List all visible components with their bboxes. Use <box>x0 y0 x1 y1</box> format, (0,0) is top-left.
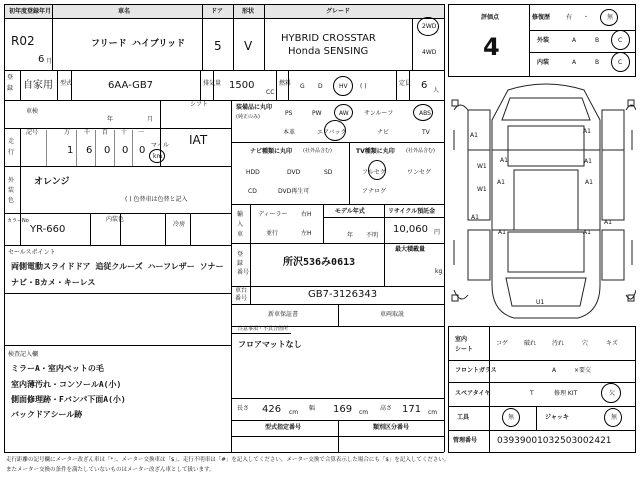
import-parallel: 並行 <box>266 230 279 237</box>
navi-title: ナビ種類に丸印 <box>250 148 293 155</box>
inspector-line-3: 側面修理跡・Fバンパ下面A(小) <box>11 395 126 404</box>
tv-fullseg: フルセグ <box>362 169 386 176</box>
mileage-digit-3: 0 <box>104 145 111 156</box>
width-unit: cm <box>359 409 369 416</box>
chassis-label-2: 番号 <box>235 295 248 302</box>
diag-label-7: W1 <box>477 163 487 170</box>
glass-a: A <box>552 367 557 374</box>
mileage-sen: 千 <box>84 129 91 136</box>
fuel-hv: HV <box>339 83 348 90</box>
recycle-label: リサイクル預託金 <box>388 208 436 215</box>
sales-point-line2: ナビ・Bカメ・キーレス <box>11 278 96 287</box>
import-right-h: 右H <box>301 211 312 218</box>
spare-t: T <box>530 390 534 397</box>
model-year-label: モデル年式 <box>335 208 365 215</box>
inspector-line-1: ミラーA・室内ペットの毛 <box>11 364 104 373</box>
repair-label: 修復歴 <box>532 14 551 21</box>
displacement-label: 排気量 <box>203 80 222 87</box>
fuel-g: G <box>300 83 305 90</box>
shift-label: シフト <box>190 101 209 108</box>
seat-label-1: 室内 <box>455 336 468 343</box>
capacity-unit: 人 <box>433 87 440 94</box>
shift-value: IAT <box>189 133 208 147</box>
interior-grade-label: 内装 <box>537 59 550 66</box>
car-name: フリード ハイブリッド <box>91 39 186 49</box>
equip-navi: ナビ <box>377 129 390 136</box>
navi-dvd-play: DVD再生可 <box>278 188 310 195</box>
exterior-label-1: 外 <box>8 177 15 184</box>
circle-airbag <box>324 120 346 141</box>
grade-line2: Honda SENSING <box>288 46 369 57</box>
manage-value: 03939001032503002421 <box>497 436 612 446</box>
capacity-label: 定員 <box>399 80 412 87</box>
diag-label-8: W1 <box>477 186 487 193</box>
registration-value: 所沢536み0613 <box>283 257 356 268</box>
class-label: 類別区分番号 <box>373 424 410 431</box>
mileage-digit-5: 0 <box>139 145 146 156</box>
equip-leather: 本革 <box>283 129 296 136</box>
tools-none: 無 <box>508 414 515 421</box>
glass-label: フロントガラス <box>455 367 497 374</box>
displacement-value: 1500 <box>229 80 255 91</box>
car-diagram <box>450 80 636 325</box>
max-load-unit: kg <box>435 268 443 275</box>
glass-x: ×要交 <box>574 367 592 374</box>
interior-color-label: 内装色 <box>106 216 125 223</box>
model-value: 6AA-GB7 <box>108 80 154 91</box>
navi-sd: SD <box>324 169 333 176</box>
mileage-hyaku: 百 <box>102 129 109 136</box>
inspector-line-4: バックドアシール跡 <box>11 410 83 419</box>
score-value: 4 <box>483 33 500 61</box>
ac-label: 冷房 <box>173 221 186 228</box>
mileage-label-2: 行 <box>8 149 15 156</box>
diag-label-3: A1 <box>583 128 591 135</box>
mileage-label-1: 走 <box>8 138 15 145</box>
vehicle-manual: 車両取説 <box>380 311 405 318</box>
designation-label: 型式指定番号 <box>265 424 302 431</box>
exterior-color: オレンジ <box>34 177 70 187</box>
diag-label-6: A1 <box>585 179 593 186</box>
equip-ps: PS <box>285 110 293 117</box>
circle-int-c <box>611 52 630 72</box>
int-b: B <box>595 59 600 66</box>
max-load-label: 最大積載量 <box>395 246 426 253</box>
circle-aw <box>334 104 353 121</box>
spare-none: 欠 <box>609 390 616 397</box>
length-value: 426 <box>262 404 282 415</box>
circle-hv <box>333 76 353 96</box>
int-c: C <box>618 59 623 66</box>
width-label: 幅 <box>309 405 316 412</box>
exterior-label-2: 装 <box>8 187 15 194</box>
year-value: R02 <box>11 34 35 48</box>
equip-abs: ABS <box>419 110 431 117</box>
footer-line2: またメーター交換の条件を満たしていないものはメーター改ざん車として扱います。 <box>6 467 215 473</box>
tv-oneseg: ワンセグ <box>407 169 432 176</box>
name-label: 車名 <box>118 8 131 15</box>
equipment-label: 装備品に丸印 <box>236 104 273 111</box>
shape-label: 形状 <box>242 8 255 15</box>
seat-ana: 穴 <box>582 340 589 347</box>
import-label-1: 輸 <box>237 211 244 218</box>
sales-point-label: セールスポイント <box>8 249 56 256</box>
fuel-paren: ( ) <box>360 83 367 90</box>
row-mark-1: 登 <box>7 74 14 81</box>
model-year-unknown: 不明 <box>366 232 379 239</box>
new-car-warranty: 新車保証書 <box>268 311 299 318</box>
seat-yogore: 汚れ <box>552 340 565 347</box>
diag-label-5: A1 <box>497 179 505 186</box>
seat-kizu: キズ <box>606 340 618 347</box>
shape-value: V <box>244 39 253 53</box>
diag-label-13: U1 <box>536 299 545 306</box>
length-label: 長さ <box>237 405 250 412</box>
color-code-label: カラーNo <box>7 218 29 224</box>
circle-ext-c <box>611 30 630 50</box>
seat-koge: コゲ <box>496 340 509 347</box>
inspection-year: 年 <box>107 116 114 123</box>
circle-jack-none <box>604 408 622 427</box>
int-a: A <box>572 59 577 66</box>
inspection-label: 車検 <box>26 108 39 115</box>
model-year-unit: 年 <box>347 232 354 239</box>
registration-label-3: 番号 <box>237 269 250 276</box>
footer-line1: 走行距離の記号欄にメーター改ざん車は「*」、メーター交換車は「$」、走行不明車は「#」を記入してください。メーター交換で合算表示した場合にも「$」を記入してください。 <box>6 457 450 463</box>
manage-label: 管理番号 <box>453 437 478 444</box>
row-mark-2: 録 <box>7 85 14 92</box>
registration-label-2: 録 <box>237 260 244 267</box>
door-label: ドア <box>211 8 223 15</box>
height-value: 171 <box>402 404 422 415</box>
spare-kit: 修理 KIT <box>554 390 578 397</box>
import-dealer: ディーラー <box>258 211 288 218</box>
equipment-note: (純正のみ) <box>236 114 260 120</box>
drive-2wd: 2WD <box>422 23 437 30</box>
mileage-digit-4: 0 <box>122 145 129 156</box>
length-unit: cm <box>289 409 299 416</box>
ext-a: A <box>572 37 577 44</box>
drive-4wd: 4WD <box>422 49 437 56</box>
mileage-ichi: 一 <box>138 129 145 136</box>
diag-label-1: A1 <box>470 132 478 139</box>
circle-2wd <box>417 17 439 36</box>
equip-aw: AW <box>339 110 349 117</box>
repair-no: 無 <box>607 14 614 21</box>
repair-dot: ・ <box>583 14 590 21</box>
mileage-ju: 十 <box>121 129 128 136</box>
circle-repair-no <box>600 9 618 26</box>
private-label: 自家用 <box>23 80 53 91</box>
width-value: 169 <box>333 404 353 415</box>
height-unit: cm <box>428 409 438 416</box>
circle-km <box>149 149 165 163</box>
exterior-note: ( ) 色替車は色替と記入 <box>125 196 188 203</box>
diag-label-2: A1 <box>500 157 508 164</box>
inspector-line-2: 室内薄汚れ・コンソールA(小) <box>11 380 122 389</box>
month-unit: 月 <box>46 58 53 65</box>
recycle-value: 10,060 <box>393 224 428 235</box>
diag-label-11: A1 <box>583 229 591 236</box>
diag-label-12: A1 <box>604 219 612 226</box>
mileage-mile: マイル <box>151 142 169 149</box>
equip-tv: TV <box>422 129 430 136</box>
circle-fullseg <box>368 160 386 180</box>
grade-line1: HYBRID CROSSTAR <box>281 33 376 44</box>
ext-b: B <box>595 37 600 44</box>
seat-label-2: シート <box>455 346 474 353</box>
jack-none: 無 <box>611 414 618 421</box>
ext-c: C <box>618 37 623 44</box>
spare-label: スペアタイヤ <box>455 390 491 397</box>
exterior-label-3: 色 <box>8 197 15 204</box>
diag-label-9: A1 <box>471 214 479 221</box>
mileage-digit-1: 1 <box>67 145 74 156</box>
inspector-label: 検査記入欄 <box>8 351 39 358</box>
navi-note: (社外品含む) <box>303 148 332 154</box>
color-code-value: YR-660 <box>30 224 66 235</box>
tv-title: TV種類に丸印 <box>356 148 395 155</box>
navi-hdd: HDD <box>246 169 260 176</box>
mileage-kisu: 記号 <box>26 129 39 136</box>
tv-analog: アナログ <box>362 188 387 195</box>
equip-pw: PW <box>312 110 322 117</box>
chassis-label-1: 車台 <box>235 287 248 294</box>
navi-cd: CD <box>248 188 257 195</box>
tools-label: 工具 <box>457 414 470 421</box>
year-label: 初年度登録年月 <box>9 8 52 15</box>
exterior-grade-label: 外装 <box>537 37 550 44</box>
mileage-man: 万 <box>64 129 71 136</box>
tv-note: (社外品含む) <box>406 148 435 154</box>
mileage-digit-2: 6 <box>86 145 93 156</box>
circle-tools-none <box>502 408 520 427</box>
month-value: 6 <box>38 54 45 65</box>
repair-yes: 有 <box>566 14 573 21</box>
equip-sunroof: サンルーフ <box>364 110 394 117</box>
circle-spare-none <box>601 383 621 403</box>
mileage-km: km <box>153 153 163 160</box>
notes-label: 注意事項・不具合箇所 <box>238 326 289 332</box>
import-label-3: 車 <box>237 231 244 238</box>
notes-value: フロアマットなし <box>238 340 302 349</box>
diag-label-10: A1 <box>498 229 506 236</box>
import-left-h: 左H <box>301 230 312 237</box>
cc-unit: CC <box>266 89 275 96</box>
registration-label-1: 登 <box>237 251 244 258</box>
circle-abs <box>413 104 433 121</box>
doors-value: 5 <box>214 39 222 53</box>
inspection-month: 月 <box>147 116 154 123</box>
seat-yabure: 破れ <box>524 340 537 347</box>
navi-dvd: DVD <box>287 169 301 176</box>
score-label: 評価点 <box>481 14 500 21</box>
sales-point-line1: 両側電動スライドドア 追従クルーズ ハーフレザー ソナー <box>11 262 224 271</box>
fuel-d: D <box>318 83 323 90</box>
model-label: 型式 <box>60 80 73 87</box>
jack-label: ジャッキ <box>545 414 569 421</box>
grade-label: グレード <box>326 8 351 15</box>
capacity-value: 6 <box>421 80 428 91</box>
equip-airbag: エアバック <box>317 129 347 136</box>
diag-label-4: A1 <box>584 158 592 165</box>
recycle-unit: 円 <box>434 229 441 236</box>
fuel-label: 燃料 <box>279 80 292 87</box>
chassis-value: GB7-3126343 <box>308 289 378 300</box>
height-label: 高さ <box>380 405 393 412</box>
import-label-2: 入 <box>237 221 244 228</box>
